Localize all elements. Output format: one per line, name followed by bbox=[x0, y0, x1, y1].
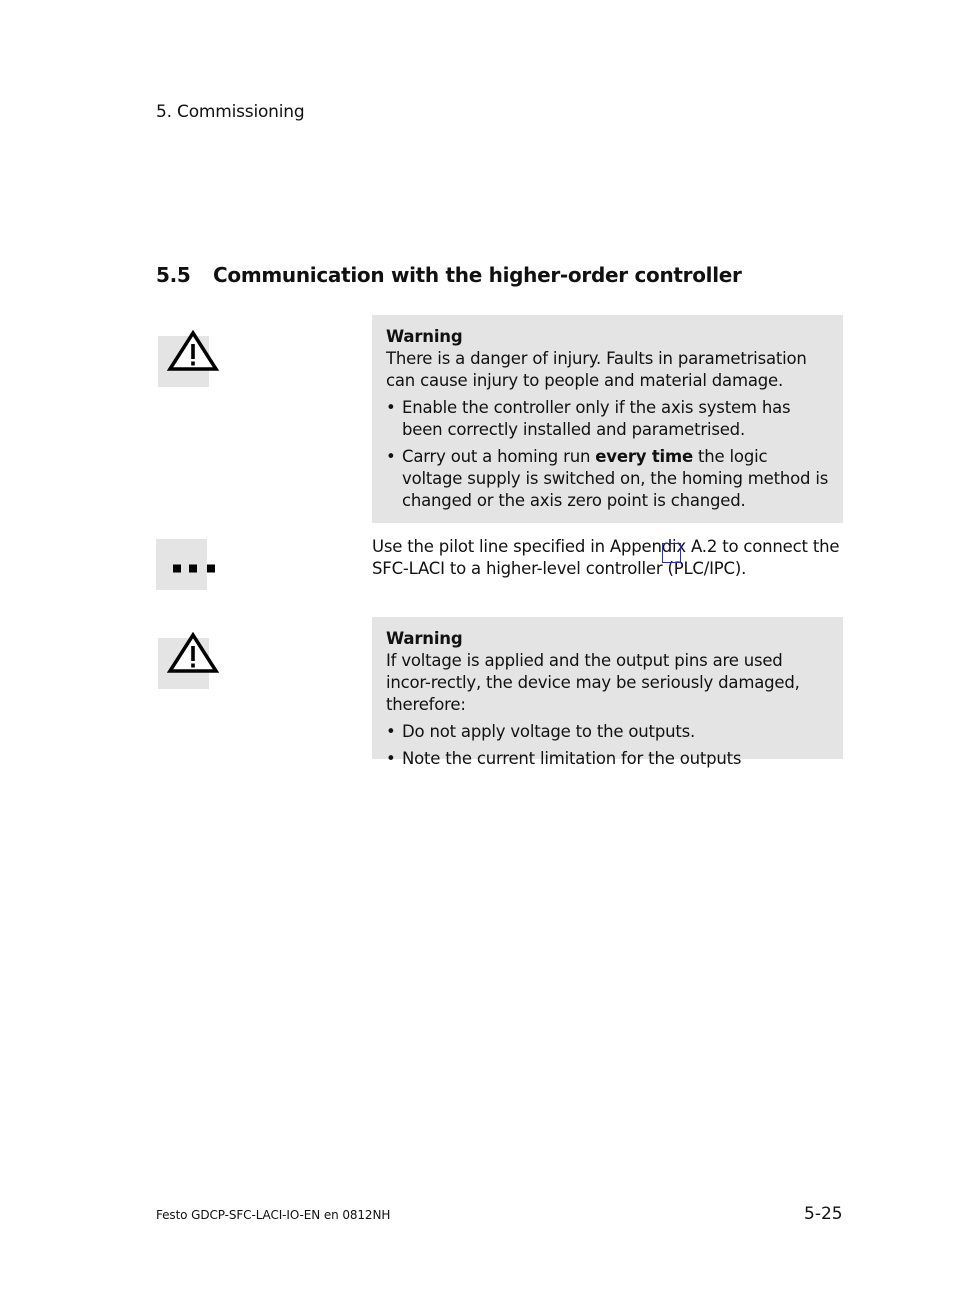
procedure-dots-icon bbox=[156, 539, 208, 591]
warning-triangle-icon bbox=[156, 632, 216, 684]
warning-text: If voltage is applied and the output pins are used incor-rectly, the device may be seriously damaged, therefore: bbox=[386, 651, 800, 714]
running-head: 5. Commissioning bbox=[156, 102, 305, 122]
warning-text: There is a danger of injury. Faults in parametrisation can cause injury to people and material damage. bbox=[386, 349, 807, 390]
cross-reference-link[interactable] bbox=[662, 543, 681, 563]
warning-box bbox=[372, 617, 843, 768]
warning-bullet: • Enable the controller only if the axis system has been correctly installed and parametrised. bbox=[386, 397, 829, 441]
section-heading bbox=[156, 263, 742, 287]
warning-triangle-icon bbox=[156, 330, 216, 382]
section-title: Communication with the higher-order controller bbox=[213, 263, 742, 287]
section-number: 5.5 bbox=[156, 263, 191, 287]
warning-list bbox=[386, 397, 829, 512]
bullet-text-start: Carry out a homing run bbox=[402, 447, 596, 466]
warning-bullet: • Do not apply voltage to the outputs. bbox=[386, 721, 829, 743]
warning-box bbox=[372, 315, 843, 523]
bullet-text-end: the logic voltage supply is switched on, the homing method is changed or the axis zero point is changed. bbox=[402, 447, 829, 510]
warning-heading: Warning bbox=[386, 327, 463, 346]
warning-bullet bbox=[386, 446, 829, 512]
warning-bullet: • Note the current limitation for the outputs bbox=[386, 748, 829, 770]
warning-heading: Warning bbox=[386, 629, 463, 648]
footer-doc-id: Festo GDCP-SFC-LACI-IO-EN en 0812NH bbox=[156, 1208, 391, 1222]
note-text: Use the pilot line specified in Appendix A.2 to connect the SFC-LACI to a higher-level controller (PLC/IPC). bbox=[372, 537, 840, 578]
bullet-text-emphasis: every time bbox=[595, 447, 693, 466]
page-number: 5-25 bbox=[804, 1204, 843, 1224]
warning-list bbox=[386, 721, 829, 770]
